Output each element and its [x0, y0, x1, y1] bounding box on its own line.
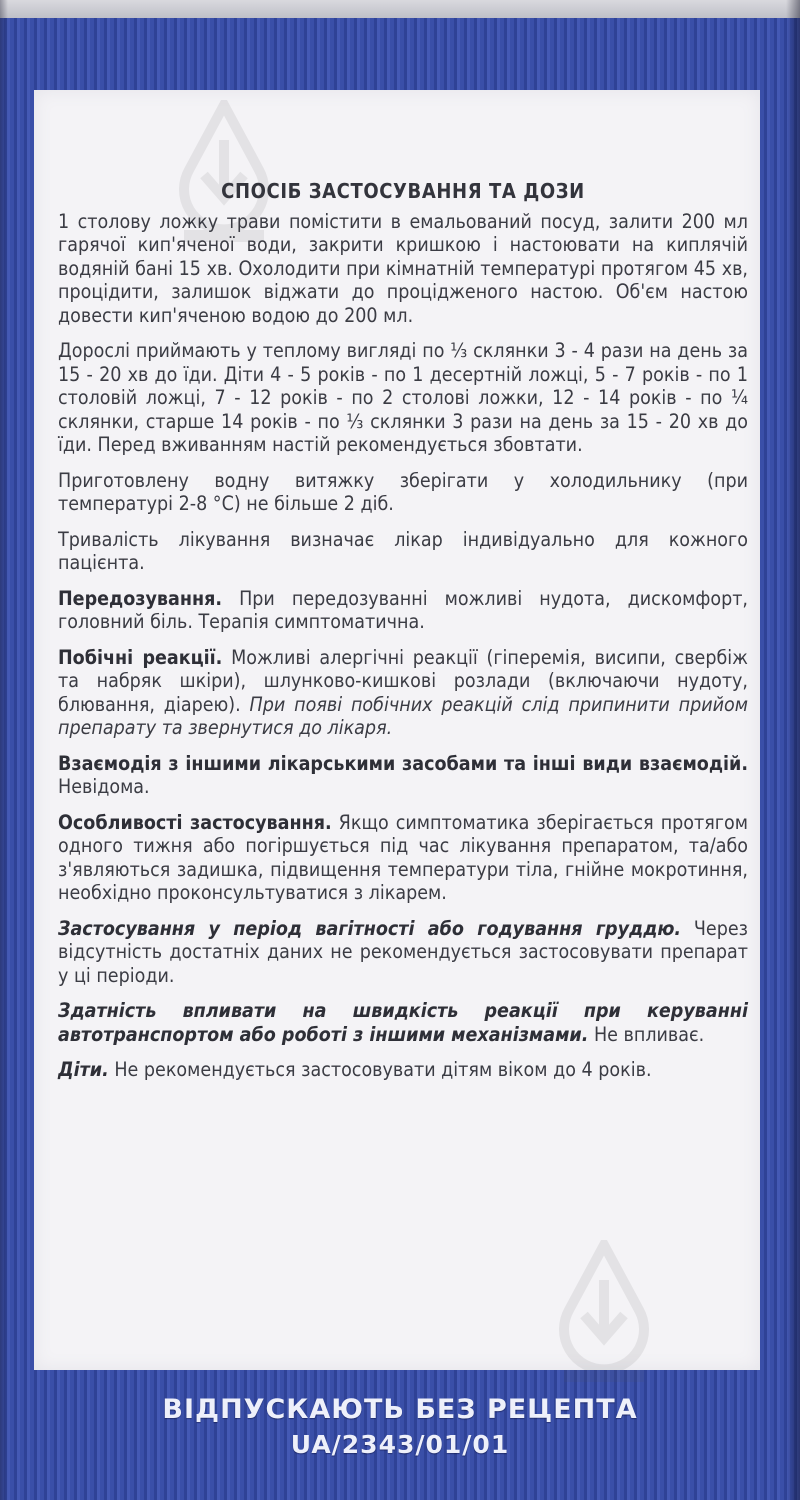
features-paragraph: [58, 811, 748, 905]
features-title: Особливості застосування.: [58, 810, 332, 834]
registration-number: UA/2343/01/01: [290, 1430, 510, 1459]
pregnancy-paragraph: [58, 917, 748, 988]
driving-text: Не впливає.: [588, 1022, 705, 1046]
interaction-text: Невідома.: [58, 775, 150, 798]
duration-paragraph: Тривалість лікування визначає лікар індивідуально для кожного пацієнта.: [58, 527, 748, 574]
features-text: Якщо симптоматика зберігається протягом одного тижня або погіршується під час лікування препаратом, та/або з'являються задишка, підвищення температури тіла, гнійне мокротиння, необхідно проконсультуватися з лікарем.: [58, 810, 748, 904]
package-footer: [0, 1392, 800, 1462]
overdose-title: Передозування.: [58, 586, 223, 610]
overdose-text: При передозуванні можливі нудота, дискомфорт, головний біль. Терапія симптоматична.: [58, 586, 748, 633]
box-right-shadow: [786, 0, 800, 1500]
interaction-title: Взаємодія з іншими лікарськими засобами та інші види взаємодій.: [58, 751, 748, 775]
section-heading: СПОСІБ ЗАСТОСУВАННЯ ТА ДОЗИ: [221, 179, 585, 203]
driving-paragraph: [58, 999, 748, 1046]
dosage-paragraph: Дорослі приймають у теплому вигляді по ⅓ склянки 3 - 4 рази на день за 15 - 20 хв до їди. Діти 4 - 5 років - по 1 десертній ложці, 5 - 7 років - по 1 столовій ложці, 7 - 12 років - по 2 столові ложки, 12 - 14 років - по ¼ склянки, старше 14 років - по ⅓ склянки 3 рази на день за 15 - 20 хв до їди. Перед вживанням настій рекомендується збовтати.: [58, 339, 748, 456]
side-effects-text: Можливі алергічні реакції (гіперемія, висипи, свербіж та набряк шкіри), шлунково-кишкові розлади (включаючи нудоту, блювання, діарею).: [58, 645, 748, 716]
side-effects-warning: При появі побічних реакцій слід припинити прийом препарату та звернутися до лікаря.: [58, 692, 748, 739]
children-paragraph: [58, 1058, 748, 1082]
preparation-paragraph: 1 столову ложку трави помістити в емальований посуд, залити 200 мл гарячої кип'яченої води, закрити кришкою і настоювати на киплячій водяній бані 15 хв. Охолодити при кімнатній температурі протягом 45 хв, процідити, залишок віджати до процідженого настою. Об'єм настою довести кип'яченою водою до 200 мл.: [58, 209, 748, 327]
box-top-edge: [0, 0, 800, 18]
instruction-label: [34, 90, 760, 1370]
driving-title: Здатність впливати на швидкість реакції при керуванні автотранспортом або роботі з іншими механізмами.: [58, 999, 748, 1046]
otc-notice: ВІДПУСКАЮТЬ БЕЗ РЕЦЕПТА: [162, 1394, 638, 1425]
children-text: Не рекомендується застосовувати дітям віком до 4 років.: [108, 1058, 652, 1081]
box-left-shadow: [0, 0, 8, 1500]
instruction-content: [58, 180, 748, 1094]
side-effects-paragraph: [58, 646, 748, 740]
pregnancy-title: Застосування у період вагітності або годування груддю.: [58, 916, 682, 940]
overdose-paragraph: [58, 587, 748, 634]
interaction-paragraph: [58, 752, 748, 799]
side-effects-title: Побічні реакції.: [58, 645, 223, 669]
recycle-drop-icon: [544, 1240, 664, 1390]
pregnancy-text: Через відсутність достатніх даних не рекомендується застосовувати препарат у ці періоди.: [58, 916, 748, 987]
children-title: Діти.: [58, 1058, 109, 1081]
storage-paragraph: Приготовлену водну витяжку зберігати у холодильнику (при температурі 2-8 °C) не більше 2 діб.: [58, 468, 748, 515]
